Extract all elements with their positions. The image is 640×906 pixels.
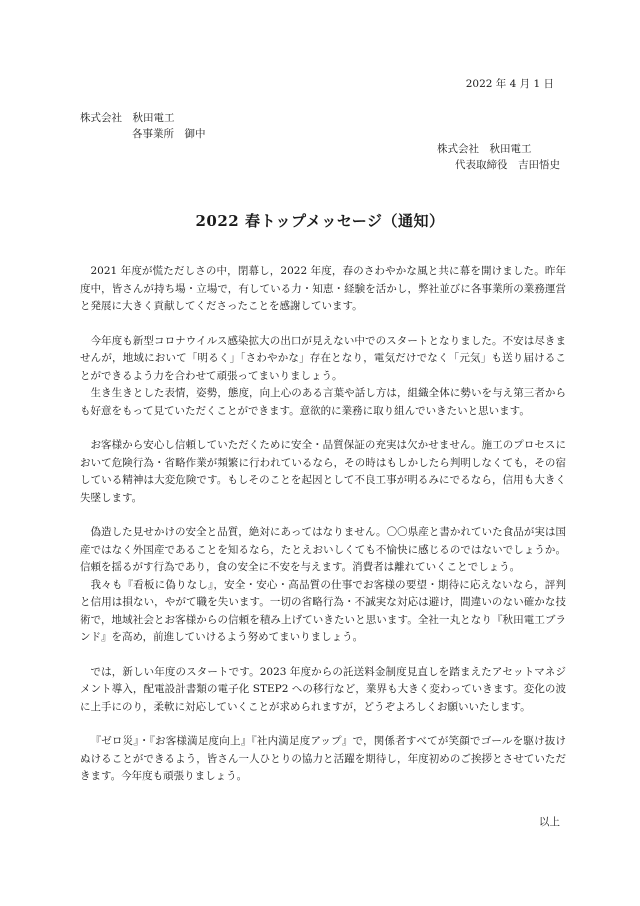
paragraph-7: では，新しい年度のスタートです。2023 年度からの託送料金制度見直しを踏まえたアセットマネジメント導入，配電設計書類の電子化 STEP2 への移行など，業界も大きく変わっていきます。変化の波に上手にのり，柔軟に対応していくことが求められますが，どうぞよろしくお願いいたします。 xyxy=(80,665,566,713)
letter-body xyxy=(80,263,566,786)
paragraph-1: 2021 年度が慌ただしさの中，閉幕し，2022 年度，春のさわやかな風と共に幕を開けました。昨年度中，皆さんが持ち場・立場で，有している力・知恵・経験を活かし，弊社並びに各事業所の業務運営と発展に大きく貢献してくださったことを感謝しています。 xyxy=(80,265,566,312)
sender-block xyxy=(437,141,560,173)
sender-person: 代表取締役 吉田悟史 xyxy=(455,159,560,171)
closing-mark: 以上 xyxy=(539,816,560,828)
paragraph-5: 偽造した見せかけの安全と品質，絶対にあってはなりません。〇〇県産と書かれていた食品が実は国産ではなく外国産であることを知るなら，たとえおいしくても不愉快に感じるのではないでしょうか。信頼を揺るがす行為であり，食の安全に不安を与えます。消費者は離れていくことでしょう。 xyxy=(80,526,566,573)
paragraph-4: お客様から安心し信頼していただくために安全・品質保証の充実は欠かせません。施工のプロセスにおいて危険行為・省略作業が頻繁に行われているなら，その時はもしかしたら判明しなくても，その宿している精神は大変危険です。もしそのことを起因として不良工事が明るみにでるなら，信用も大きく失墜します。 xyxy=(80,439,566,504)
sender-company: 株式会社 秋田電工 xyxy=(437,143,532,155)
recipient-company: 株式会社 秋田電工 xyxy=(80,112,175,124)
letter-title: 2022 春トップメッセージ（通知） xyxy=(195,212,445,230)
paragraph-8: 『ゼロ災』・『お客様満足度向上』『社内満足度アップ』で，関係者すべてが笑顔でゴールを駆け抜けぬけることができるよう，皆さん一人ひとりの協力と活躍を期待し，年度初めのご挨拶とさせていただきます。今年度も頑張りましょう。 xyxy=(80,735,566,782)
paragraph-6: 我々も『看板に偽りなし』，安全・安心・高品質の仕事でお客様の要望・期待に応えないなら，評判と信用は損ない，やがて職を失います。一切の省略行為・不誠実な対応は避け，間違いのない確かな技術で，地域社会とお客様からの信頼を積み上げていきたいと思います。全社一丸となり『秋田電工ブランド』を高め，前進していけるよう努めてまいりましょう。 xyxy=(80,578,566,643)
paragraph-3: 生き生きとした表情，姿勢，態度，向上心のある言葉や話し方は，組織全体に勢いを与え第三者からも好意をもって見ていただくことができます。意欲的に業務に取り組んでいきたいと思います。 xyxy=(80,387,566,417)
recipient-dept: 各事業所 御中 xyxy=(132,128,206,140)
letter-date: 2022 年 4 月 1 日 xyxy=(465,78,554,90)
recipient-block xyxy=(80,110,206,142)
paragraph-2: 今年度も新型コロナウイルス感染拡大の出口が見えない中でのスタートとなりました。不安は尽きませんが，地域において「明るく」「さわやかな」存在となり，電気だけでなく「元気」も送り届けることができるよう力を合わせて頑張ってまいりましょう。 xyxy=(80,334,566,382)
